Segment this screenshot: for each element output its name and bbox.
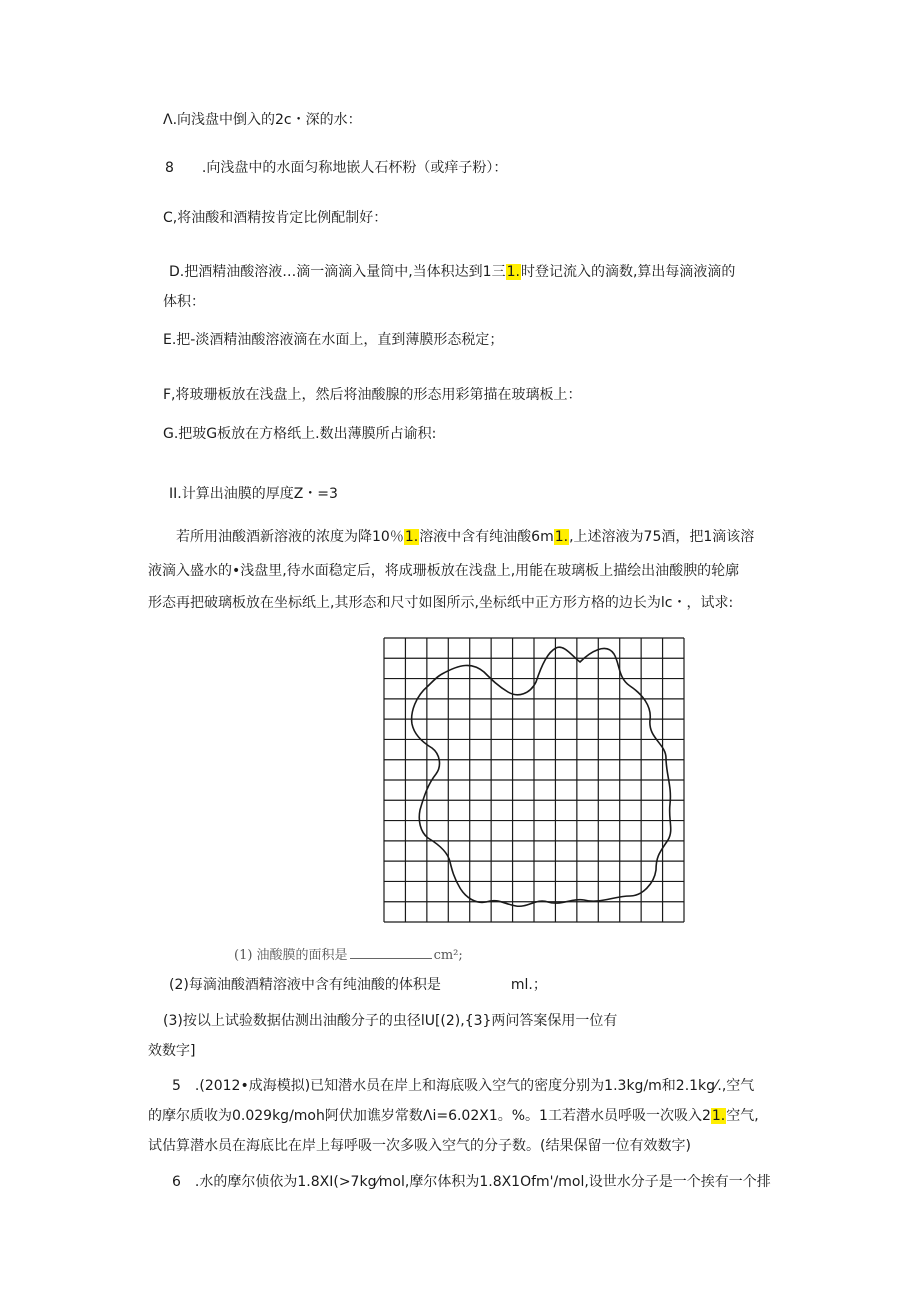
step-c: C,将油酸和酒精按肯定比例配制好：: [163, 210, 388, 226]
section-2-paragraph-line-2: 液滴入盛水的•浅盘里,待水面稳定后，将成珊板放在浅盘上,用能在玻璃板上描绘出油酸腴的轮廓: [148, 563, 740, 579]
step-d: [169, 262, 735, 282]
p1-highlight-2: 1.: [554, 529, 569, 545]
p1-text-b: 溶液中含有纯油酸6m: [419, 529, 554, 545]
p1-text-c: ,上述溶液为75酒，把1滴该溶: [569, 529, 755, 545]
problem-5-highlight: 1.: [711, 1108, 726, 1124]
problem-5-line-3: 试估算潜水员在海底比在岸上每呼吸一次多吸入空气的分子数。(结果保留一位有效数字): [148, 1138, 691, 1154]
step-f: F,将玻珊板放在浅盘上，然后将油酸腺的形态用彩第描在玻璃板上：: [163, 387, 582, 403]
step-d-part2: 时登记流入的滴数,算出每滴液滴的: [520, 264, 736, 280]
question-3: (3)按以上试验数据估测出油酸分子的虫径lU[(2),{3}两问答案保用一位有: [163, 1013, 618, 1029]
caption-unit: cm²;: [433, 948, 463, 963]
step-a: Λ.向浅盘中倒入的2c・深的水：: [163, 112, 362, 128]
step-b-text: .向浅盘中的水面匀称地嵌人石杯粉（或痒子粉）：: [201, 160, 508, 176]
problem-5-text-2b: 空气,: [726, 1108, 759, 1124]
step-d-highlight: 1.: [506, 264, 520, 280]
step-d-part1: D.把酒精油酸溶液…滴一滴滴入量筒中,当体积达到1三: [169, 264, 506, 280]
question-2-unit: ml.；: [510, 977, 547, 993]
question-2-text: (2)每滴油酸酒精溶液中含有纯油酸的体积是: [169, 977, 441, 993]
question-2: [169, 975, 547, 995]
problem-5-line-2: [148, 1106, 759, 1126]
section-2-paragraph-line-1: [176, 527, 754, 547]
problem-5-line-1: [172, 1076, 754, 1096]
problem-5-number: 5: [172, 1078, 181, 1094]
problem-6-number: 6: [172, 1174, 181, 1190]
step-d-continued: 体积：: [163, 294, 205, 310]
p1-text-a: 若所用油酸酒新溶液的浓度为降10％: [176, 529, 404, 545]
problem-6-line-1: [172, 1172, 771, 1192]
caption-text: (1) 油酸膜的面积是: [234, 948, 348, 963]
grid-lines: [384, 638, 684, 922]
section-2-paragraph-line-3: 形态再把破璃板放在坐标纸上,其形态和尺寸如图所示,坐标纸中正方形方格的边长为lc・，试求:: [148, 595, 734, 611]
problem-6-text: .水的摩尔侦依为1.8XI(>7kg⁄mol,摩尔体积为1.8X1Ofm'/mol,设世水分子是一个挨有一个排: [194, 1174, 771, 1190]
p1-highlight-1: 1.: [404, 529, 419, 545]
section-2-title: II.计算出油膜的厚度Z・=3: [169, 486, 338, 502]
figure-caption: [234, 944, 463, 963]
grid-svg: [380, 634, 688, 926]
step-e: E.把-淡酒精油酸溶液滴在水面上，直到薄膜形态税定；: [163, 332, 504, 348]
step-b-number: 8: [165, 160, 174, 176]
step-b: [165, 158, 507, 178]
step-g: G.把玻G板放在方格纸上.数出薄膜所占谕积:: [163, 426, 437, 442]
oil-film-outline: [412, 647, 671, 906]
problem-5-text-2a: 的摩尔质收为0.029kg/moh阿伏加谯岁常数Λi=6.02X1。%。1工若潜水员呼吸一次吸入2: [148, 1108, 711, 1124]
area-answer-blank: [350, 946, 432, 959]
problem-5-text-1: .(2012•成海模拟)已知潜水员在岸上和海底吸入空气的密度分别为1.3kg/m和2.1kg⁄.,空气: [194, 1078, 755, 1094]
oil-film-grid-figure: [380, 634, 688, 926]
question-3-continued: 效数字]: [148, 1043, 196, 1059]
